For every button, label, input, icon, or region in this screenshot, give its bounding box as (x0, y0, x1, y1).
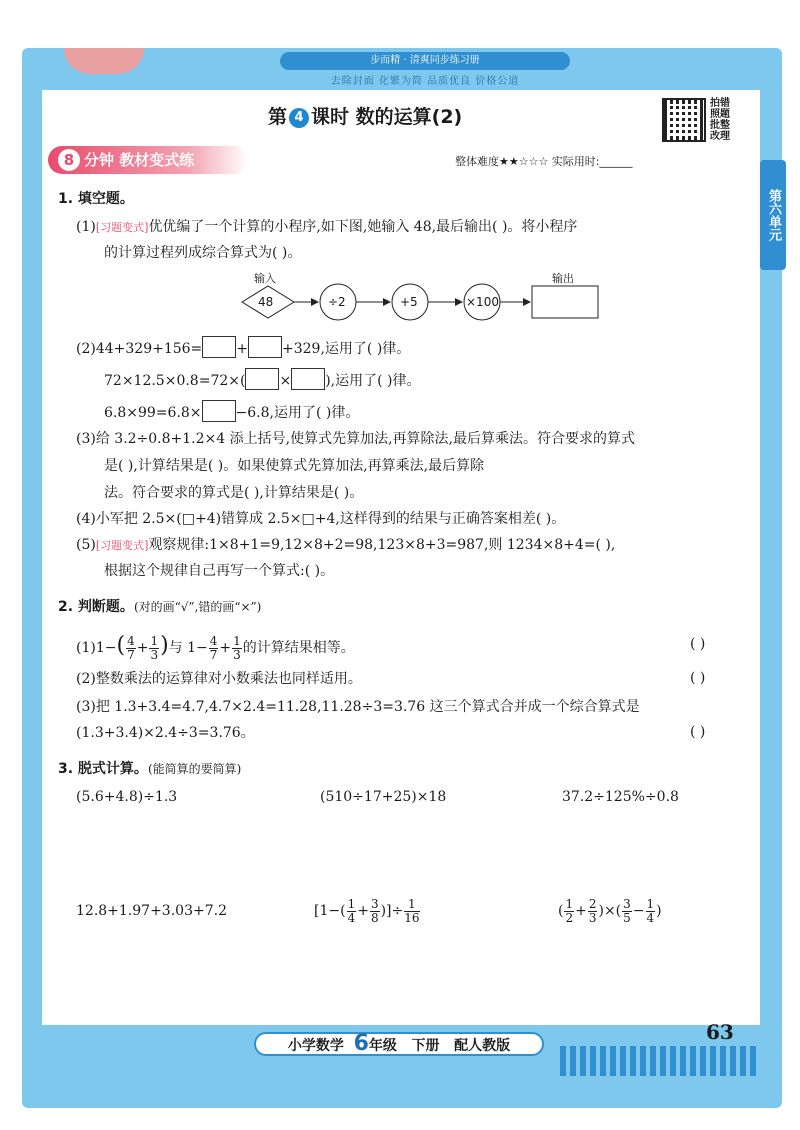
q1-part1-line2: 的计算过程列成综合算式为( )。 (104, 245, 302, 261)
judge-answer-1[interactable]: ( ) (690, 636, 706, 652)
motto: 去除封面 化繁为简 品质优良 价格公道 (330, 76, 520, 87)
flow-diagram (240, 270, 600, 330)
calc-expr-1: (5.6+4.8)÷1.3 (76, 789, 178, 805)
qr-code-icon[interactable] (662, 98, 706, 142)
input-value: 48 (258, 295, 274, 309)
judge-answer-3[interactable]: ( ) (690, 724, 706, 740)
output-box (532, 286, 598, 318)
answer-box[interactable] (245, 368, 279, 390)
q1-part4: (4)小军把 2.5×(□+4)错算成 2.5×□+4,这样得到的结果与正确答案相差( )。 (76, 511, 566, 527)
calc-expr-6: ( $\frac{1}{2}$ + $\frac{2}{3}$ )×( $\frac{3}{5}$ − $\frac{1}{4}$ ) (558, 896, 662, 925)
q1-part2-line1: (2)44+329+156= + +329,运用了( )律。 (76, 336, 410, 358)
variant-tag: [习题变式] (95, 539, 149, 552)
q1-part3-line1: (3)给 3.2÷0.8+1.2×4 添上括号,使算式先算加法,再算除法,最后算乘法。符合要求的算式 (76, 431, 635, 447)
q2-item2: (2)整数乘法的运算律对小数乘法也同样适用。 (76, 671, 362, 687)
step-1: ÷2 (328, 295, 346, 309)
q2-heading: 2. 判断题。(对的画“√”,错的画“×”) (58, 599, 262, 615)
timer-number: 8 (58, 149, 80, 171)
flow-output-label: 输出 (552, 272, 574, 285)
answer-box[interactable] (202, 400, 236, 422)
q3-heading: 3. 脱式计算。(能简算的要简算) (58, 761, 242, 777)
difficulty-rating: 整体难度★★☆☆☆ 实际用时:______ (455, 155, 633, 168)
title-suffix: 课时 数的运算(2) (311, 106, 463, 128)
program-flowchart (240, 270, 600, 330)
qr-caption: 拍错 照题 批整 改理 (710, 98, 730, 142)
q1-part2-line3: 6.8×99=6.8× −6.8,运用了( )律。 (104, 400, 359, 422)
page-number: 63 (706, 1020, 734, 1044)
q1-part3-line2: 是( ),计算结果是( )。如果使算式先算加法,再算乘法,最后算除 (104, 458, 485, 474)
q1-part5-line1: (5)[习题变式]观察规律:1×8+1=9,12×8+2=98,123×8+3=987,则 1234×8+4=( ), (76, 537, 616, 553)
q1-part5-line2: 根据这个规律自己再写一个算式:( )。 (104, 563, 335, 579)
flow-input-label: 输入 (254, 272, 276, 285)
calc-expr-2: (510÷17+25)×18 (320, 789, 447, 805)
judge-answer-2[interactable]: ( ) (690, 670, 706, 686)
calc-expr-3: 37.2÷125%÷0.8 (562, 789, 679, 805)
q1-part2-line2: 72×12.5×0.8=72×( × ),运用了( )律。 (104, 368, 420, 390)
variant-tag: [习题变式] (95, 221, 149, 234)
top-banner: 步而精 · 清爽同步练习册 (280, 52, 570, 70)
q1-part1-line1: (1)[习题变式]优优编了一个计算的小程序,如下图,她输入 48,最后输出( )。将小程序 (76, 219, 578, 235)
answer-box[interactable] (248, 336, 282, 358)
step-3: ×100 (466, 295, 499, 309)
title-prefix: 第 (268, 106, 288, 128)
answer-box[interactable] (202, 336, 236, 358)
unit-side-tab: 第六单元 (760, 160, 786, 270)
step-2: +5 (400, 295, 418, 309)
calc-expr-5: [1−( $\frac{1}{4}$ + $\frac{3}{8}$ )]÷ $\frac{1}{16}$ (314, 896, 420, 925)
q1-heading: 1. 填空题。 (58, 191, 134, 207)
q2-item1: (1)1−( $\frac{4}{7}$ + $\frac{1}{3}$ )与 1− $\frac{4}{7}$ + $\frac{1}{3}$ 的计算结果相等。 (76, 633, 355, 662)
q1-part3-line3: 法。符合要求的算式是( ),计算结果是( )。 (104, 485, 364, 501)
footer-stripes (560, 1046, 760, 1076)
section-badge (48, 146, 248, 174)
lesson-title (268, 102, 462, 129)
timer-label: 分钟 教材变式练 (84, 151, 195, 169)
q2-item3-line2: (1.3+3.4)×2.4÷3=3.76。 (76, 725, 255, 741)
calc-expr-4: 12.8+1.97+3.03+7.2 (76, 903, 227, 919)
footer-book-info: 小学数学 6年级 下册 配人教版 (254, 1032, 544, 1056)
answer-box[interactable] (291, 368, 325, 390)
lesson-number-badge: 4 (289, 108, 309, 128)
q2-item3-line1: (3)把 1.3+3.4=4.7,4.7×2.4=11.28,11.28÷3=3.76 这三个算式合并成一个综合算式是 (76, 699, 640, 715)
